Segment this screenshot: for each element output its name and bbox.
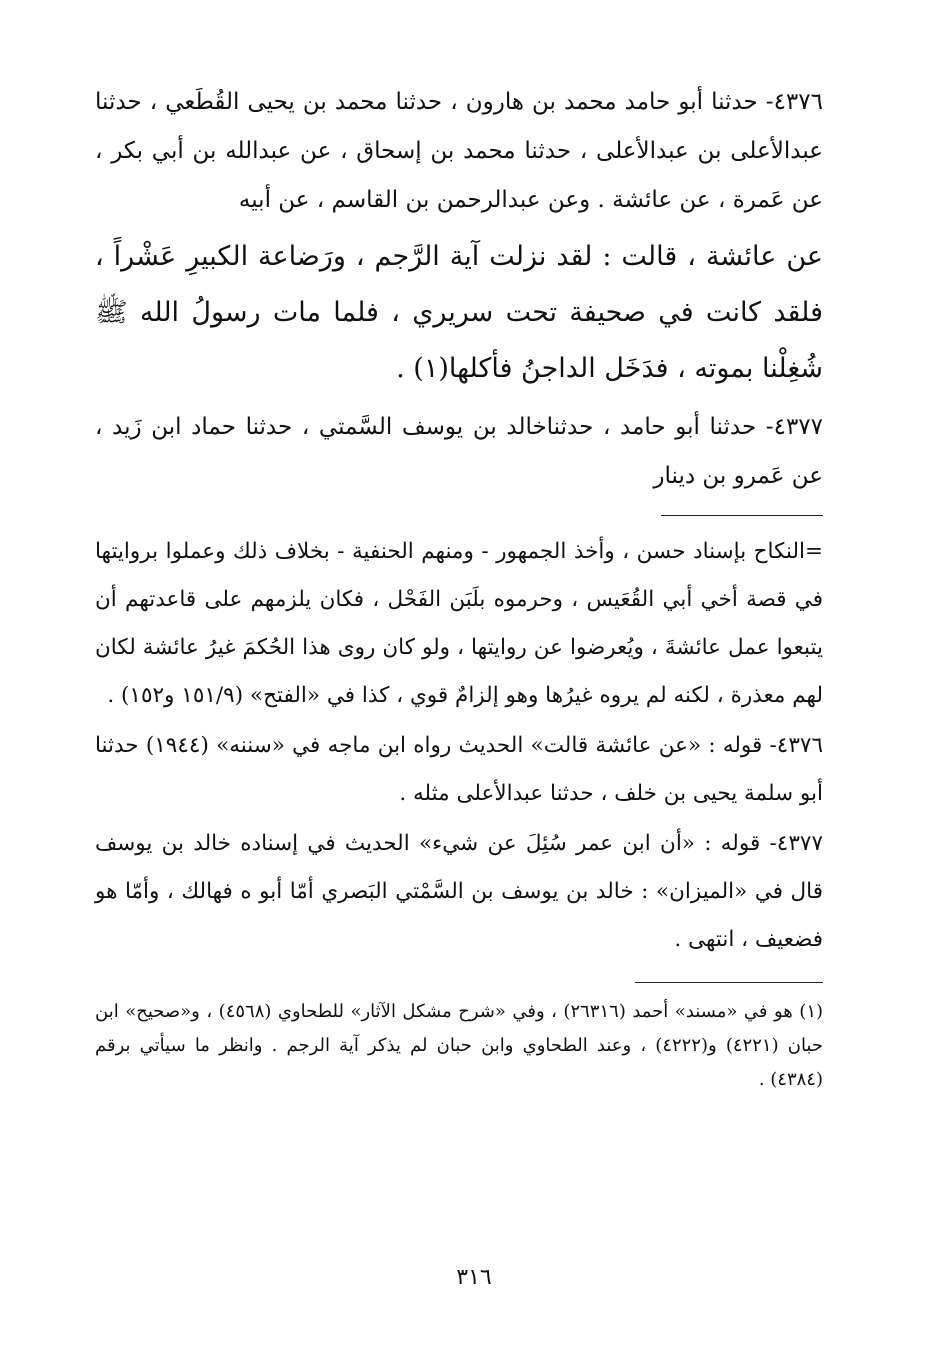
page-body	[95, 78, 823, 1097]
hadith-4376-isnad: ٤٣٧٦- حدثنا أبو حامد محمد بن هارون ، حدثنا محمد بن يحيى القُطَعي ، حدثنا عبدالأعلى بن عبدالأعلى ، حدثنا محمد بن إسحاق ، عن عبدالله بن أبي بكر ، عن عَمرة ، عن عائشة . وعن عبدالرحمن بن القاسم ، عن أبيه	[95, 89, 823, 213]
footnote-divider	[635, 982, 823, 983]
hadith-4376-matn: عن عائشة ، قالت : لقد نزلت آية الرَّجم ، ورَضاعة الكبيرِ عَشْراً ، فلقد كانت في صحيفة تحت سريري ، فلما مات رسولُ الله ﷺ شُغِلْنا بموته ، فدَخَل الداجنُ فأكلها(١) .	[95, 241, 823, 384]
note-4376: ٤٣٧٦- قوله : «عن عائشة قالت» الحديث رواه ابن ماجه في «سننه» (١٩٤٤) حدثنا أبو سلمة يحيى بن خلف ، حدثنا عبدالأعلى مثله .	[95, 733, 823, 806]
footnote-1: (١) هو في «مسند» أحمد (٢٦٣١٦) ، وفي «شرح مشكل الآثار» للطحاوي (٤٥٦٨) ، و«صحيح» ابن حبان (٤٢٢١) و(٤٢٢٢) ، وعند الطحاوي وابن حبان لم يذكر آية الرجم . وانظر ما سيأتي برقم (٤٣٨٤) .	[95, 1001, 824, 1090]
hadith-4377-isnad: ٤٣٧٧- حدثنا أبو حامد ، حدثناخالد بن يوسف السَّمتي ، حدثنا حماد ابن زَيد ، عن عَمرو بن دينار	[95, 414, 824, 489]
notes-divider	[661, 515, 823, 516]
note-continued: =النكاح بإسناد حسن ، وأخذ الجمهور - ومنهم الحنفية - بخلاف ذلك وعملوا بروايتها في قصة أخي أبي القُعَيس ، وحرموه بلَبَن الفَحْل ، فكان يلزمهم على قاعدتهم أن يتبعوا عمل عائشةَ ، ويُعرضوا عن روايتها ، ولو كان روى هذا الحُكمَ غيرُ عائشة لكان لهم معذرة ، لكنه لم يروه غيرُها وهو إلزامٌ قوي ، كذا في «الفتح» (١٥١/٩ و١٥٢) .	[95, 539, 823, 708]
note-4377: ٤٣٧٧- قوله : «أن ابن عمر سُئِلَ عن شيء» الحديث في إسناده خالد بن يوسف قال في «الميزان» : خالد بن يوسف بن السَّمْتي البَصري أمّا أبو ه فهالك ، وأمّا هو فضعيف ، انتهى .	[95, 831, 823, 952]
page-number: ٣١٦	[456, 1265, 492, 1290]
